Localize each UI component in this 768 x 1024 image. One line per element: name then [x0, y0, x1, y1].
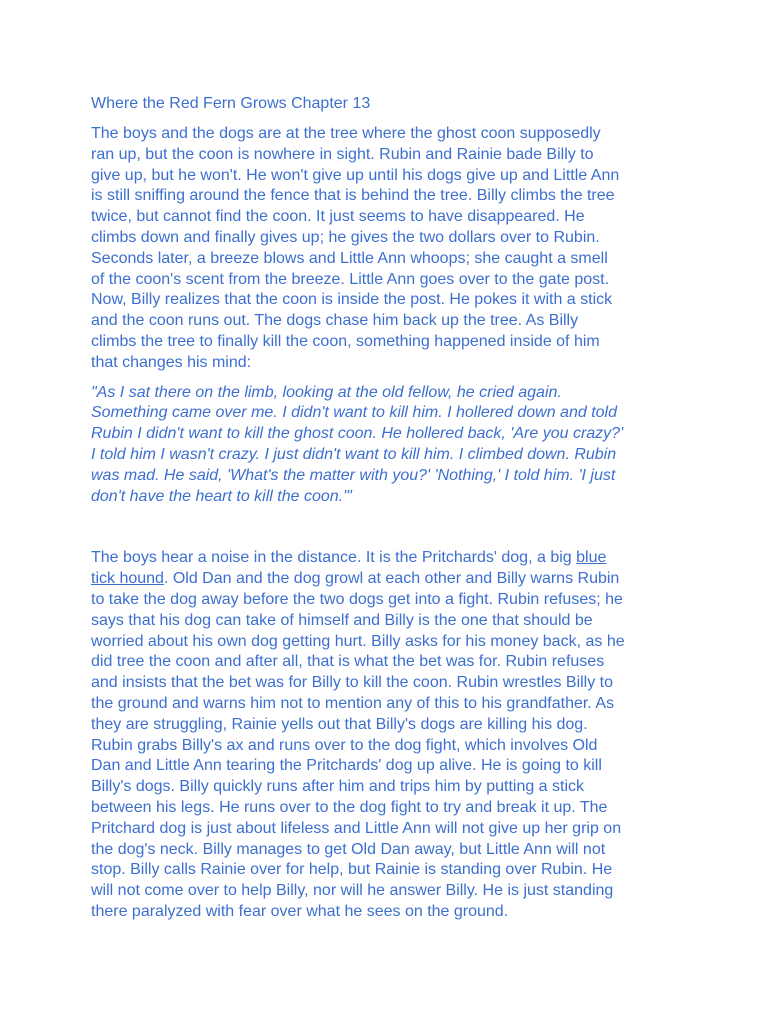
text-line: give up, but he won't. He won't give up until his dogs give up and Little Ann [91, 166, 620, 184]
text-line: Rubin grabs Billy's ax and runs over to the dog fight, which involves Old [91, 736, 598, 754]
quote-line: I told him I wasn't crazy. I just didn't want to kill him. I climbed down. Rubin [91, 445, 617, 463]
document-page [91, 94, 691, 923]
text-line: Seconds later, a breeze blows and Little Ann whoops; she caught a smell [91, 249, 608, 267]
text-line: climbs down and finally gives up; he gives the two dollars over to Rubin. [91, 228, 600, 246]
paragraph-summary-1 [91, 124, 691, 374]
text-line: Pritchard dog is just about lifeless and Little Ann will not give up her grip on [91, 819, 622, 837]
text-line: ran up, but the coon is nowhere in sight. Rubin and Rainie bade Billy to [91, 145, 594, 163]
text-line: worried about his own dog getting hurt. Billy asks for his money back, as he [91, 632, 625, 650]
text-line: Now, Billy realizes that the coon is inside the post. He pokes it with a stick [91, 291, 613, 309]
quote-line: Rubin I didn't want to kill the ghost coon. He hollered back, 'Are you crazy?' [91, 425, 624, 443]
blue-tick-hound-link[interactable]: blue [576, 549, 607, 567]
text-line [91, 548, 691, 569]
text-line: says that his dog can take of himself and Billy is the one that should be [91, 611, 593, 629]
text-line: The boys and the dogs are at the tree where the ghost coon supposedly [91, 125, 601, 142]
quote-line: was mad. He said, 'What's the matter with you?' 'Nothing,' I told him. 'I just [91, 466, 616, 484]
text-line: did tree the coon and after all, that is what the bet was for. Rubin refuses [91, 653, 605, 671]
document-title: Where the Red Fern Grows Chapter 13 [91, 95, 371, 112]
paragraph-summary-2 [91, 548, 691, 922]
quote-line: don't have the heart to kill the coon.'" [91, 487, 352, 505]
text-line: twice, but cannot find the coon. It just seems to have disappeared. He [91, 208, 585, 226]
text-line: will not come over to help Billy, nor will he answer Billy. He is just standing [91, 882, 614, 900]
text-line [91, 569, 691, 590]
text-line: stop. Billy calls Rainie over for help, but Rainie is standing over Rubin. He [91, 861, 613, 879]
quote-line: Something came over me. I didn't want to kill him. I hollered down and told [91, 404, 617, 422]
text-line: they are struggling, Rainie yells out that Billy's dogs are killing his dog. [91, 715, 588, 733]
text-line: is still sniffing around the fence that is behind the tree. Billy climbs the tree [91, 187, 615, 205]
text-line: the dog's neck. Billy manages to get Old Dan away, but Little Ann will not [91, 840, 606, 858]
text-line: and the coon runs out. The dogs chase him back up the tree. As Billy [91, 312, 579, 330]
text-line: to take the dog away before the two dogs get into a fight. Rubin refuses; he [91, 590, 623, 608]
text-line: Billy's dogs. Billy quickly runs after him and trips him by putting a stick [91, 778, 585, 796]
text-line: the ground and warns him not to mention any of this to his grandfather. As [91, 694, 614, 712]
blue-tick-hound-link-continued[interactable]: tick hound [91, 570, 164, 588]
text-line: there paralyzed with fear over what he sees on the ground. [91, 902, 509, 920]
text-line: of the coon's scent from the breeze. Little Ann goes over to the gate post. [91, 270, 610, 288]
text-line: climbs the tree to finally kill the coon, something happened inside of him [91, 332, 600, 350]
text-line: between his legs. He runs over to the dog fight to try and break it up. The [91, 798, 608, 816]
text-line: Dan and Little Ann tearing the Pritchards' dog up alive. He is going to kill [91, 757, 602, 775]
text-line: and insists that the bet was for Billy to kill the coon. Rubin wrestles Billy to [91, 674, 614, 692]
text-line: that changes his mind: [91, 353, 252, 371]
quote-line: "As I sat there on the limb, looking at the old fellow, he cried again. [91, 383, 562, 401]
text-segment: The boys hear a noise in the distance. It is the Pritchards' dog, a big [91, 549, 577, 567]
book-quote [91, 383, 691, 508]
text-segment: . Old Dan and the dog growl at each other and Billy warns Rubin [163, 570, 620, 588]
